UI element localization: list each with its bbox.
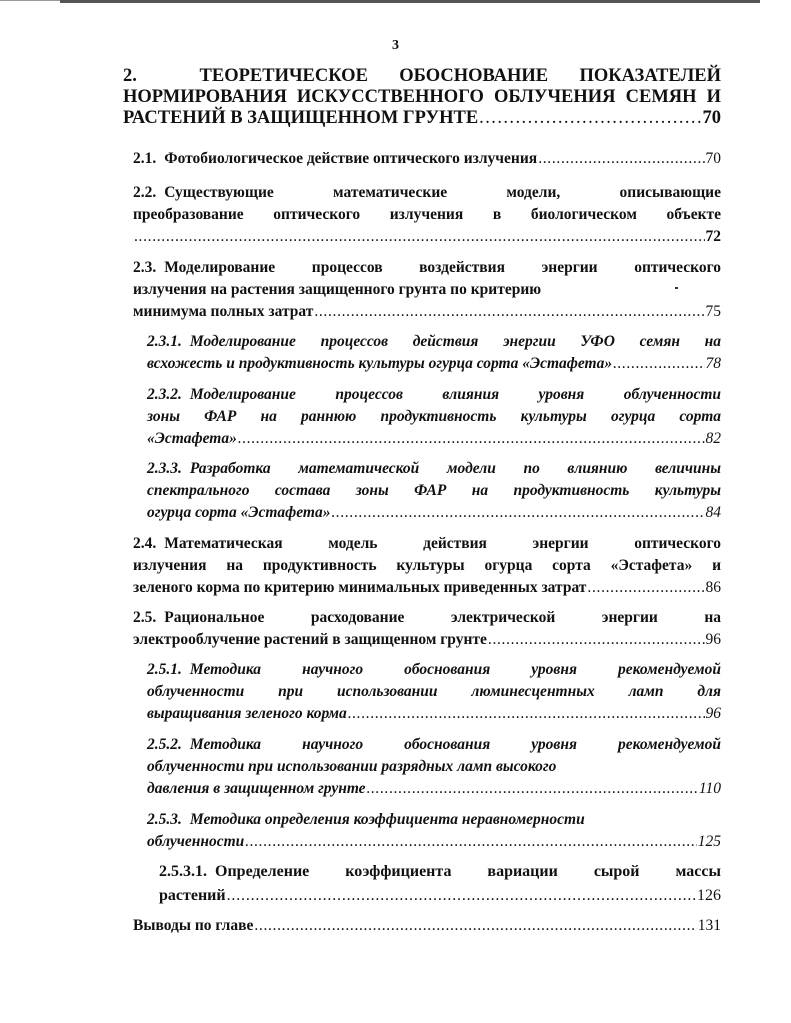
toc-entry-title-line: Моделирование процессов влияния уровня облученности — [189, 386, 721, 403]
toc-page-number: 131 — [697, 917, 721, 934]
toc-entry-number: 2.4. — [133, 535, 157, 552]
toc-entry-title: электрооблучение растений в защищенном грунте — [133, 631, 487, 648]
toc-entry-title-line: Методика научного обоснования уровня рекомендуемой — [189, 661, 721, 678]
toc-page-number: 96 — [705, 705, 721, 722]
toc-entry-2-3-3[interactable] — [147, 458, 721, 524]
toc-entry-last-line — [159, 884, 721, 908]
toc-entry-title-line: излучения на растения защищенного грунта по критерию — [133, 281, 542, 298]
toc-entry-title: минимума полных затрат — [133, 303, 314, 320]
toc-entry-title-line: Определение коэффициента вариации сырой массы — [215, 863, 721, 880]
page-number: 3 — [392, 38, 399, 53]
toc-entry-title-line: преобразование оптического излучения в биологическом объекте — [133, 206, 721, 223]
toc-entry-last-line — [133, 301, 721, 323]
toc-entry-2-5-2[interactable] — [147, 734, 721, 800]
toc-entry-line — [147, 734, 721, 756]
toc-chapter-title-line: НОРМИРОВАНИЯ ИСКУССТВЕННОГО ОБЛУЧЕНИЯ СЕМЯН И — [123, 87, 721, 107]
toc-entry-title: выращивания зеленого корма — [147, 705, 347, 722]
dot-leader — [488, 629, 705, 651]
toc-entry-last-line — [147, 353, 721, 375]
toc-page-number: 70 — [702, 108, 721, 128]
toc-entry-last-line — [147, 778, 721, 800]
dot-leader — [134, 226, 705, 248]
toc-chapter-title-line: РАСТЕНИЙ В ЗАЩИЩЕННОМ ГРУНТЕ — [123, 108, 479, 128]
toc-entry-line — [147, 809, 721, 831]
toc-entry-number: 2.5.2. — [147, 736, 182, 753]
toc-entry-number: 2.5.3.1. — [159, 863, 207, 880]
toc-entry-title: всхожесть и продуктивность культуры огурца сорта «Эстафета» — [147, 355, 613, 372]
toc-chapter-number: 2. — [123, 66, 137, 86]
toc-chapter-title-line: ТЕОРЕТИЧЕСКОЕ ОБОСНОВАНИЕ ПОКАЗАТЕЛЕЙ — [199, 66, 721, 86]
scan-edge-line — [0, 0, 60, 1]
toc-entry-last-line — [133, 915, 721, 937]
toc-entry-2-5-3[interactable] — [147, 809, 721, 853]
toc-entry-last-line — [133, 629, 721, 651]
toc-page-number: 84 — [705, 504, 721, 521]
toc-entry-title-line: излучения на продуктивность культуры огурца сорта «Эстафета» и — [133, 557, 721, 574]
dot-leader — [331, 502, 704, 524]
toc-entry-title: зеленого корма по критерию минимальных приведенных затрат — [133, 579, 587, 596]
scan-speck — [675, 287, 678, 289]
toc-entry-2-3[interactable] — [133, 257, 721, 323]
toc-page-number: 125 — [697, 833, 721, 850]
toc-entry-2-2[interactable] — [133, 182, 721, 248]
toc-entry-last-line — [147, 703, 721, 725]
toc-entry-line — [147, 458, 721, 480]
dot-leader — [587, 577, 704, 599]
toc-entry-number: 2.3. — [133, 259, 157, 276]
toc-entry-title-line: облученности при использовании разрядных ламп высокого — [147, 758, 557, 775]
toc-entry-title-line: спектрального состава зоны ФАР на продуктивность культуры — [147, 482, 721, 499]
toc-entry-line — [133, 182, 721, 204]
toc-entry-title: Выводы по главе — [133, 917, 254, 934]
toc-entry-number: 2.3.3. — [147, 460, 182, 477]
toc-entry-title: огурца сорта «Эстафета» — [147, 504, 331, 521]
dot-leader — [613, 353, 704, 375]
toc-page-number: 70 — [705, 150, 721, 167]
toc-entry-title-line: Методика определения коэффициента неравномерности — [189, 811, 585, 828]
toc-page-number: 75 — [705, 303, 721, 320]
dot-leader — [367, 778, 698, 800]
toc-entry-title: Фотобиологическое действие оптического излучения — [164, 150, 538, 167]
toc-entry-last-line — [133, 577, 721, 599]
toc-entry-2-5-1[interactable] — [147, 659, 721, 725]
toc-entry-2-1[interactable] — [133, 148, 721, 170]
dot-leader — [254, 915, 696, 937]
toc-entry-number: 2.2. — [133, 184, 157, 201]
toc-entry-2-3-2[interactable] — [147, 384, 721, 450]
toc-entry-line — [147, 659, 721, 681]
toc-entry-title-line: зоны ФАР на раннюю продуктивность культуры огурца сорта — [147, 408, 721, 425]
toc-page-number: 110 — [698, 780, 721, 797]
toc-entry-number: 2.3.2. — [147, 386, 182, 403]
toc-entry-line — [133, 533, 721, 555]
toc-entry-line — [133, 607, 721, 629]
toc-entry-number: 2.5.3. — [147, 811, 182, 828]
toc-entry-number: 2.5. — [133, 609, 157, 626]
toc-entry-title-line: Разработка математической модели по влиянию величины — [189, 460, 721, 477]
dot-leader — [479, 108, 701, 129]
toc-page-number: 82 — [705, 430, 721, 447]
scan-top-border — [60, 0, 760, 3]
toc-entry-title-line: Методика научного обоснования уровня рекомендуемой — [189, 736, 721, 753]
toc-entry-line — [133, 257, 721, 279]
toc-page-number: 86 — [705, 579, 721, 596]
toc-entry-2-5[interactable] — [133, 607, 721, 651]
toc-page-number: 78 — [705, 355, 721, 372]
toc-entry-number: 2.5.1. — [147, 661, 182, 678]
toc-entry-last-line — [133, 148, 721, 170]
toc-chapter-line-1 — [123, 66, 721, 87]
dot-leader — [227, 884, 696, 908]
toc-entry-title-line: облученности при использовании люминесцентных ламп для — [147, 683, 721, 700]
toc-entry-title: облученности — [147, 833, 245, 850]
dot-leader — [348, 703, 705, 725]
toc-page-number: 96 — [705, 631, 721, 648]
toc-entry-number: 2.3.1. — [147, 333, 182, 350]
toc-entry-title-line: Математическая модель действия энергии оптического — [164, 535, 721, 552]
toc-entry-title-line: Рациональное расходование электрической энергии на — [164, 609, 721, 626]
toc-entry-2-4[interactable] — [133, 533, 721, 599]
toc-entry-line — [147, 384, 721, 406]
toc-page-number: 72 — [705, 228, 721, 245]
toc-entry-title: «Эстафета» — [147, 430, 237, 447]
toc-entry-last-line — [147, 428, 721, 450]
toc-entry-2-3-1[interactable] — [147, 331, 721, 375]
toc-entry-title: растений — [159, 887, 226, 904]
dot-leader — [538, 148, 704, 170]
toc-entry-2-5-3-1[interactable] — [159, 860, 721, 908]
toc-chapter-last-line — [123, 108, 721, 129]
toc-entry-last-line — [133, 226, 721, 248]
toc-entry-last-line — [147, 502, 721, 524]
toc-entry-line — [159, 860, 721, 884]
toc-entry-number: 2.1. — [133, 150, 157, 167]
toc-entry-conclusions[interactable] — [133, 915, 721, 937]
toc-entry-title-line: Существующие математические модели, описывающие — [164, 184, 721, 201]
toc-entry-title-line: Моделирование процессов воздействия энергии оптического — [164, 259, 721, 276]
dot-leader — [238, 428, 705, 450]
toc-entry-title: давления в защищенном грунте — [147, 780, 366, 797]
toc-entry-title-line: Моделирование процессов действия энергии УФО семян на — [189, 333, 721, 350]
dot-leader — [314, 301, 704, 323]
toc-entry-line — [147, 331, 721, 353]
dot-leader — [245, 831, 696, 853]
toc-chapter-2[interactable] — [123, 66, 721, 129]
toc-page-number: 126 — [697, 887, 721, 904]
toc-entry-last-line — [147, 831, 721, 853]
